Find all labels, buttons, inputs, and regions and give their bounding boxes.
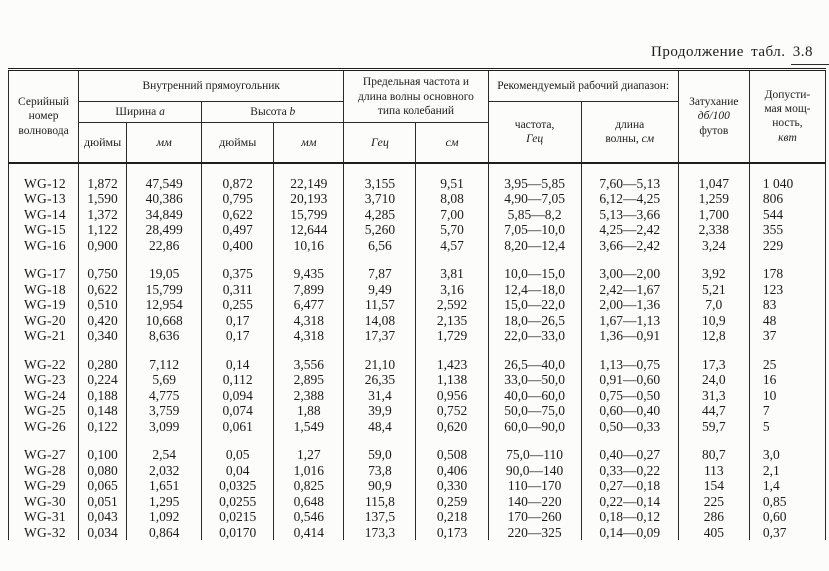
waveguide-id-cell: WG-21: [9, 328, 79, 344]
value-cell: 20,193: [274, 191, 344, 207]
value-cell: 1,27: [274, 434, 344, 463]
value-cell: 0,956: [416, 388, 488, 404]
value-cell: 8,636: [127, 328, 202, 344]
value-cell: 12,4—18,0: [488, 282, 581, 298]
value-cell: 0,420: [79, 313, 127, 329]
value-cell: 12,954: [127, 297, 202, 313]
range-freq-unit: Гец: [526, 132, 544, 145]
value-cell: 6,56: [344, 238, 416, 254]
value-cell: 0,795: [202, 191, 274, 207]
value-cell: 0,0170: [202, 525, 274, 541]
value-cell: 18,0—26,5: [488, 313, 581, 329]
value-cell: 3,710: [344, 191, 416, 207]
value-cell: 0,340: [79, 328, 127, 344]
table-row: [9, 494, 826, 510]
value-cell: 0,112: [202, 372, 274, 388]
attenuation-unit: дб/100: [697, 110, 730, 123]
value-cell: 0,05: [202, 434, 274, 463]
value-cell: 1,122: [79, 222, 127, 238]
value-cell: 0,864: [127, 525, 202, 541]
waveguide-id-cell: WG-18: [9, 282, 79, 298]
table-caption: Продолжение табл. 3.8: [651, 44, 813, 60]
value-cell: 75,0—110: [488, 434, 581, 463]
value-cell: 17,37: [344, 328, 416, 344]
value-cell: 4,90—7,05: [488, 191, 581, 207]
value-cell: 173,3: [344, 525, 416, 541]
value-cell: 9,51: [416, 163, 488, 192]
value-cell: 26,5—40,0: [488, 344, 581, 373]
waveguide-id-cell: WG-17: [9, 253, 79, 282]
waveguide-id-cell: WG-20: [9, 313, 79, 329]
value-cell: 0,034: [79, 525, 127, 541]
value-cell: 2,338: [678, 222, 749, 238]
header-recommended-range: Рекомендуемый рабочий диапазон:: [488, 70, 678, 102]
value-cell: 0,17: [202, 313, 274, 329]
value-cell: 5,21: [678, 282, 749, 298]
value-cell: 22,149: [274, 163, 344, 192]
waveguide-spec-table: [8, 68, 826, 540]
value-cell: 90,0—140: [488, 463, 581, 479]
value-cell: 170—260: [488, 509, 581, 525]
value-cell: 8,20—12,4: [488, 238, 581, 254]
value-cell: 0,546: [274, 509, 344, 525]
value-cell: 1,651: [127, 478, 202, 494]
value-cell: 229: [749, 238, 825, 254]
value-cell: 80,7: [678, 434, 749, 463]
value-cell: 4,57: [416, 238, 488, 254]
value-cell: 15,0—22,0: [488, 297, 581, 313]
value-cell: 178: [749, 253, 825, 282]
value-cell: 0,061: [202, 419, 274, 435]
value-cell: 110—170: [488, 478, 581, 494]
value-cell: 40,0—60,0: [488, 388, 581, 404]
value-cell: 0,065: [79, 478, 127, 494]
value-cell: 16: [749, 372, 825, 388]
value-cell: 33,0—50,0: [488, 372, 581, 388]
table-row: [9, 222, 826, 238]
value-cell: 0,406: [416, 463, 488, 479]
value-cell: 26,35: [344, 372, 416, 388]
value-cell: 7,00: [416, 207, 488, 223]
width-label: Ширина: [115, 106, 157, 118]
header-inner-rectangle: Внутренний прямоугольник: [79, 70, 344, 102]
value-cell: 0,620: [416, 419, 488, 435]
value-cell: 1,13—0,75: [581, 344, 678, 373]
value-cell: 7,0: [678, 297, 749, 313]
value-cell: 39,9: [344, 403, 416, 419]
waveguide-id-cell: WG-26: [9, 419, 79, 435]
value-cell: 1 040: [749, 163, 825, 192]
value-cell: 140—220: [488, 494, 581, 510]
value-cell: 5: [749, 419, 825, 435]
value-cell: 0,375: [202, 253, 274, 282]
value-cell: 0,400: [202, 238, 274, 254]
value-cell: 0,33—0,22: [581, 463, 678, 479]
value-cell: 59,0: [344, 434, 416, 463]
value-cell: 1,700: [678, 207, 749, 223]
waveguide-id-cell: WG-25: [9, 403, 79, 419]
value-cell: 1,092: [127, 509, 202, 525]
waveguide-id-cell: WG-14: [9, 207, 79, 223]
height-label: Высота: [250, 106, 287, 118]
header-range-wavelength: [581, 102, 678, 163]
value-cell: 21,10: [344, 344, 416, 373]
value-cell: 405: [678, 525, 749, 541]
value-cell: 0,094: [202, 388, 274, 404]
value-cell: 0,40—0,27: [581, 434, 678, 463]
value-cell: 0,0325: [202, 478, 274, 494]
height-symbol: b: [289, 106, 296, 118]
value-cell: 28,499: [127, 222, 202, 238]
value-cell: 2,1: [749, 463, 825, 479]
table-row: [9, 328, 826, 344]
table-row: [9, 282, 826, 298]
value-cell: 15,799: [274, 207, 344, 223]
value-cell: 0,510: [79, 297, 127, 313]
value-cell: 1,016: [274, 463, 344, 479]
value-cell: 0,50—0,33: [581, 419, 678, 435]
value-cell: 1,4: [749, 478, 825, 494]
width-symbol: a: [159, 106, 165, 118]
waveguide-id-cell: WG-22: [9, 344, 79, 373]
unit-mm-height: мм: [274, 123, 344, 163]
waveguide-id-cell: WG-15: [9, 222, 79, 238]
value-cell: 5,70: [416, 222, 488, 238]
value-cell: 7,60—5,13: [581, 163, 678, 192]
value-cell: 0,074: [202, 403, 274, 419]
value-cell: 10,9: [678, 313, 749, 329]
value-cell: 9,435: [274, 253, 344, 282]
value-cell: 10,0—15,0: [488, 253, 581, 282]
value-cell: 0,750: [79, 253, 127, 282]
power-label-1: Допусти-: [764, 88, 811, 101]
value-cell: 115,8: [344, 494, 416, 510]
value-cell: 0,622: [79, 282, 127, 298]
unit-inches-height: дюймы: [202, 123, 274, 163]
value-cell: 5,69: [127, 372, 202, 388]
attenuation-unit-feet: футов: [699, 124, 729, 137]
value-cell: 48,4: [344, 419, 416, 435]
table-row: [9, 372, 826, 388]
value-cell: 0,173: [416, 525, 488, 541]
value-cell: 0,122: [79, 419, 127, 435]
table-row: [9, 525, 826, 541]
value-cell: 0,22—0,14: [581, 494, 678, 510]
value-cell: 4,285: [344, 207, 416, 223]
value-cell: 73,8: [344, 463, 416, 479]
table-row: [9, 419, 826, 435]
value-cell: 0,752: [416, 403, 488, 419]
table-row: [9, 463, 826, 479]
value-cell: 0,04: [202, 463, 274, 479]
value-cell: 1,295: [127, 494, 202, 510]
value-cell: 3,099: [127, 419, 202, 435]
waveguide-id-cell: WG-16: [9, 238, 79, 254]
value-cell: 1,549: [274, 419, 344, 435]
waveguide-id-cell: WG-28: [9, 463, 79, 479]
table-row: [9, 297, 826, 313]
value-cell: 0,91—0,60: [581, 372, 678, 388]
value-cell: 11,57: [344, 297, 416, 313]
table-row: [9, 478, 826, 494]
value-cell: 10,668: [127, 313, 202, 329]
value-cell: 90,9: [344, 478, 416, 494]
attenuation-label: Затухание: [689, 95, 739, 108]
header-serial-number: Серийный номер волновода: [9, 70, 79, 163]
value-cell: 60,0—90,0: [488, 419, 581, 435]
value-cell: 0,497: [202, 222, 274, 238]
value-cell: 0,330: [416, 478, 488, 494]
value-cell: 0,188: [79, 388, 127, 404]
value-cell: 4,318: [274, 313, 344, 329]
value-cell: 0,043: [79, 509, 127, 525]
value-cell: 14,08: [344, 313, 416, 329]
value-cell: 3,759: [127, 403, 202, 419]
value-cell: 12,644: [274, 222, 344, 238]
power-label-2: мая мощ-: [764, 103, 811, 116]
value-cell: 0,18—0,12: [581, 509, 678, 525]
value-cell: 1,138: [416, 372, 488, 388]
value-cell: 7: [749, 403, 825, 419]
value-cell: 0,14: [202, 344, 274, 373]
value-cell: 0,27—0,18: [581, 478, 678, 494]
value-cell: 19,05: [127, 253, 202, 282]
waveguide-id-cell: WG-24: [9, 388, 79, 404]
value-cell: 1,36—0,91: [581, 328, 678, 344]
value-cell: 3,24: [678, 238, 749, 254]
value-cell: 225: [678, 494, 749, 510]
value-cell: 2,54: [127, 434, 202, 463]
value-cell: 1,423: [416, 344, 488, 373]
value-cell: 2,388: [274, 388, 344, 404]
value-cell: 1,872: [79, 163, 127, 192]
value-cell: 0,259: [416, 494, 488, 510]
waveguide-id-cell: WG-27: [9, 434, 79, 463]
table-row: [9, 434, 826, 463]
value-cell: 355: [749, 222, 825, 238]
value-cell: 3,92: [678, 253, 749, 282]
value-cell: 47,549: [127, 163, 202, 192]
table-row: [9, 403, 826, 419]
table-row: [9, 207, 826, 223]
value-cell: 154: [678, 478, 749, 494]
value-cell: 22,0—33,0: [488, 328, 581, 344]
value-cell: 2,42—1,67: [581, 282, 678, 298]
value-cell: 83: [749, 297, 825, 313]
value-cell: 59,7: [678, 419, 749, 435]
waveguide-id-cell: WG-12: [9, 163, 79, 192]
waveguide-id-cell: WG-29: [9, 478, 79, 494]
value-cell: 0,75—0,50: [581, 388, 678, 404]
power-unit: квт: [778, 131, 797, 144]
value-cell: 7,899: [274, 282, 344, 298]
range-freq-label: частота,: [514, 118, 555, 131]
waveguide-id-cell: WG-13: [9, 191, 79, 207]
value-cell: 0,60—0,40: [581, 403, 678, 419]
value-cell: 286: [678, 509, 749, 525]
value-cell: 0,85: [749, 494, 825, 510]
value-cell: 1,047: [678, 163, 749, 192]
value-cell: 17,3: [678, 344, 749, 373]
value-cell: 3,66—2,42: [581, 238, 678, 254]
value-cell: 3,155: [344, 163, 416, 192]
table-row: [9, 163, 826, 192]
range-wl-label2: волны,: [605, 132, 639, 145]
value-cell: 2,032: [127, 463, 202, 479]
value-cell: 15,799: [127, 282, 202, 298]
value-cell: 0,872: [202, 163, 274, 192]
value-cell: 1,259: [678, 191, 749, 207]
range-wl-label: длина: [615, 118, 645, 131]
header-max-power: [749, 70, 825, 163]
value-cell: 3,81: [416, 253, 488, 282]
waveguide-id-cell: WG-23: [9, 372, 79, 388]
value-cell: 0,051: [79, 494, 127, 510]
value-cell: 4,25—2,42: [581, 222, 678, 238]
value-cell: 4,318: [274, 328, 344, 344]
value-cell: 0,311: [202, 282, 274, 298]
table-row: [9, 191, 826, 207]
value-cell: 24,0: [678, 372, 749, 388]
header-height-b: [202, 102, 344, 123]
value-cell: 40,386: [127, 191, 202, 207]
value-cell: 544: [749, 207, 825, 223]
value-cell: 31,3: [678, 388, 749, 404]
value-cell: 25: [749, 344, 825, 373]
unit-mm-width: мм: [127, 123, 202, 163]
value-cell: 2,895: [274, 372, 344, 388]
value-cell: 31,4: [344, 388, 416, 404]
value-cell: 8,08: [416, 191, 488, 207]
value-cell: 220—325: [488, 525, 581, 541]
value-cell: 806: [749, 191, 825, 207]
waveguide-id-cell: WG-30: [9, 494, 79, 510]
value-cell: 10,16: [274, 238, 344, 254]
range-wl-unit: см: [641, 132, 655, 145]
value-cell: 5,13—3,66: [581, 207, 678, 223]
value-cell: 6,12—4,25: [581, 191, 678, 207]
header-width-a: [79, 102, 202, 123]
header-attenuation: [678, 70, 749, 163]
value-cell: 7,112: [127, 344, 202, 373]
value-cell: 123: [749, 282, 825, 298]
value-cell: 50,0—75,0: [488, 403, 581, 419]
value-cell: 1,67—1,13: [581, 313, 678, 329]
value-cell: 0,508: [416, 434, 488, 463]
value-cell: 0,37: [749, 525, 825, 541]
table-row: [9, 313, 826, 329]
value-cell: 9,49: [344, 282, 416, 298]
value-cell: 2,00—1,36: [581, 297, 678, 313]
table-body: [9, 163, 826, 541]
waveguide-id-cell: WG-19: [9, 297, 79, 313]
value-cell: 137,5: [344, 509, 416, 525]
value-cell: 1,88: [274, 403, 344, 419]
value-cell: 37: [749, 328, 825, 344]
unit-inches-width: дюймы: [79, 123, 127, 163]
value-cell: 0,17: [202, 328, 274, 344]
table-row: [9, 388, 826, 404]
value-cell: 0,622: [202, 207, 274, 223]
value-cell: 5,260: [344, 222, 416, 238]
value-cell: 2,135: [416, 313, 488, 329]
table-header: [9, 70, 826, 163]
value-cell: 34,849: [127, 207, 202, 223]
unit-ghz: Гец: [344, 123, 416, 163]
value-cell: 0,0255: [202, 494, 274, 510]
table-row: [9, 344, 826, 373]
value-cell: 5,85—8,2: [488, 207, 581, 223]
value-cell: 1,372: [79, 207, 127, 223]
value-cell: 2,592: [416, 297, 488, 313]
value-cell: 44,7: [678, 403, 749, 419]
value-cell: 0,080: [79, 463, 127, 479]
table-row: [9, 509, 826, 525]
value-cell: 0,900: [79, 238, 127, 254]
value-cell: 0,60: [749, 509, 825, 525]
unit-cm: см: [416, 123, 488, 163]
value-cell: 22,86: [127, 238, 202, 254]
header-cutoff-frequency: Предельная частота и длина волны основного типа колебаний: [344, 70, 488, 123]
value-cell: 3,00—2,00: [581, 253, 678, 282]
caption-underline: [791, 64, 829, 65]
header-range-frequency: [488, 102, 581, 163]
value-cell: 113: [678, 463, 749, 479]
waveguide-id-cell: WG-31: [9, 509, 79, 525]
value-cell: 7,87: [344, 253, 416, 282]
value-cell: 3,0: [749, 434, 825, 463]
value-cell: 0,255: [202, 297, 274, 313]
value-cell: 3,16: [416, 282, 488, 298]
value-cell: 0,218: [416, 509, 488, 525]
value-cell: 0,825: [274, 478, 344, 494]
value-cell: 3,95—5,85: [488, 163, 581, 192]
table-row: [9, 238, 826, 254]
value-cell: 7,05—10,0: [488, 222, 581, 238]
value-cell: 0,224: [79, 372, 127, 388]
value-cell: 6,477: [274, 297, 344, 313]
value-cell: 0,0215: [202, 509, 274, 525]
value-cell: 3,556: [274, 344, 344, 373]
value-cell: 48: [749, 313, 825, 329]
value-cell: 0,148: [79, 403, 127, 419]
value-cell: 0,280: [79, 344, 127, 373]
value-cell: 4,775: [127, 388, 202, 404]
power-label-3: ность,: [772, 117, 803, 130]
value-cell: 1,729: [416, 328, 488, 344]
value-cell: 0,14—0,09: [581, 525, 678, 541]
value-cell: 12,8: [678, 328, 749, 344]
waveguide-id-cell: WG-32: [9, 525, 79, 541]
value-cell: 0,414: [274, 525, 344, 541]
value-cell: 0,648: [274, 494, 344, 510]
value-cell: 10: [749, 388, 825, 404]
value-cell: 1,590: [79, 191, 127, 207]
table-row: [9, 253, 826, 282]
value-cell: 0,100: [79, 434, 127, 463]
